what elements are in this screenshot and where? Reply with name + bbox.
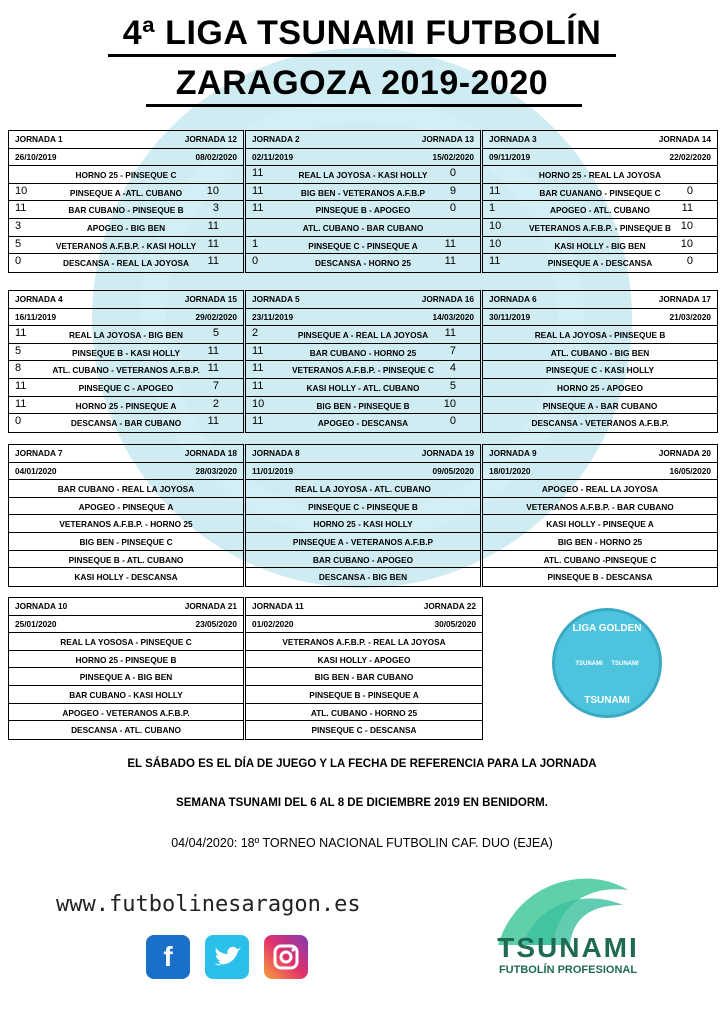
match-row bbox=[9, 686, 243, 704]
match-teams: ATL. CUBANO -PINSEQUE C bbox=[543, 554, 657, 565]
match-teams: APOGEO - REAL LA JOYOSA bbox=[541, 484, 659, 495]
match-row bbox=[246, 254, 480, 272]
match-teams: DESCANSA - HORNO 25 bbox=[314, 258, 412, 269]
match-teams: PINSEQUE B - APOGEO bbox=[315, 205, 411, 216]
round-card bbox=[245, 130, 481, 273]
score-away: 10 bbox=[443, 397, 456, 410]
round-label: JORNADA 6 bbox=[489, 294, 537, 304]
score-home: 5 bbox=[15, 237, 22, 250]
match-row bbox=[9, 361, 243, 379]
match-teams: BAR CUBANO - PINSEQUE B bbox=[68, 205, 184, 216]
round-dates bbox=[483, 309, 717, 327]
match-teams: PINSEQUE B - KASI HOLLY bbox=[71, 347, 181, 358]
match-teams: VETERANOS A.F.B.P. - REAL LA JOYOSA bbox=[282, 637, 446, 648]
match-teams: REAL LA JOYOSA - PINSEQUE B bbox=[534, 330, 666, 341]
score-home: 11 bbox=[15, 397, 27, 410]
match-row bbox=[9, 379, 243, 397]
match-row bbox=[483, 344, 717, 362]
twitter-icon[interactable] bbox=[205, 935, 249, 979]
match-row bbox=[9, 480, 243, 498]
note-saturday: EL SÁBADO ES EL DÍA DE JUEGO Y LA FECHA DE REFERENCIA PARA LA JORNADA bbox=[127, 758, 597, 770]
match-row bbox=[246, 397, 480, 415]
round-dates bbox=[483, 463, 717, 481]
match-teams: REAL LA JOYOSA - BIG BEN bbox=[68, 330, 184, 341]
logo-golden-top-text: LIGA GOLDEN bbox=[572, 623, 642, 634]
match-teams: ATL. CUBANO - VETERANOS A.F.B.P. bbox=[52, 365, 200, 376]
title-underline-1 bbox=[108, 54, 616, 57]
round-date-first: 26/10/2019 bbox=[15, 151, 57, 162]
round-header bbox=[246, 291, 480, 309]
round-date-first: 16/11/2019 bbox=[15, 311, 57, 322]
match-row bbox=[483, 414, 717, 432]
match-row bbox=[9, 668, 243, 686]
score-away: 11 bbox=[207, 237, 219, 250]
match-row bbox=[483, 551, 717, 569]
round-card bbox=[245, 597, 483, 740]
round-dates bbox=[246, 616, 482, 634]
match-row bbox=[9, 533, 243, 551]
score-away: 10 bbox=[680, 237, 693, 250]
title-line-2: ZARAGOZA 2019-2020 bbox=[175, 64, 549, 102]
round-return-label: JORNADA 21 bbox=[184, 601, 237, 611]
round-date-second: 22/02/2020 bbox=[669, 151, 711, 162]
match-teams: KASI HOLLY - APOGEO bbox=[317, 654, 411, 665]
match-row bbox=[246, 551, 480, 569]
round-return-label: JORNADA 22 bbox=[423, 601, 476, 611]
match-teams: DESCANSA - VETERANOS A.F.B.P. bbox=[531, 418, 669, 429]
tsunami-logo-name: TSUNAMI bbox=[497, 932, 639, 963]
round-date-first: 02/11/2019 bbox=[252, 151, 294, 162]
score-home: 0 bbox=[15, 255, 22, 268]
score-away: 11 bbox=[207, 344, 219, 357]
round-dates bbox=[9, 463, 243, 481]
round-card bbox=[245, 290, 481, 433]
round-date-second: 15/02/2020 bbox=[432, 151, 474, 162]
round-dates bbox=[246, 149, 480, 167]
match-row bbox=[9, 414, 243, 432]
round-label: JORNADA 9 bbox=[489, 448, 537, 458]
score-home: 5 bbox=[15, 344, 22, 357]
score-home: 11 bbox=[15, 202, 27, 215]
round-date-second: 14/03/2020 bbox=[432, 311, 474, 322]
score-home: 0 bbox=[252, 255, 259, 268]
round-date-second: 08/02/2020 bbox=[195, 151, 237, 162]
round-date-second: 30/05/2020 bbox=[434, 618, 476, 629]
score-away: 11 bbox=[207, 255, 219, 268]
match-row bbox=[246, 219, 480, 237]
match-teams: VETERANOS A.F.B.P. - PINSEQUE B bbox=[529, 222, 671, 233]
tsunami-logo-sub: FUTBOLÍN PROFESIONAL bbox=[498, 964, 638, 976]
match-row bbox=[9, 568, 243, 586]
round-return-label: JORNADA 12 bbox=[184, 134, 237, 144]
round-date-second: 21/03/2020 bbox=[669, 311, 711, 322]
match-row bbox=[246, 184, 480, 202]
round-card bbox=[482, 290, 718, 433]
match-teams: HORNO 25 - APOGEO bbox=[557, 382, 643, 393]
score-home: 11 bbox=[252, 362, 264, 375]
round-card bbox=[245, 444, 481, 587]
match-row bbox=[246, 721, 482, 739]
match-row bbox=[483, 361, 717, 379]
score-home: 11 bbox=[15, 327, 27, 340]
score-home: 11 bbox=[252, 344, 264, 357]
match-teams: PINSEQUE A - BIG BEN bbox=[79, 672, 173, 683]
score-home: 11 bbox=[252, 379, 264, 392]
match-row bbox=[246, 326, 480, 344]
score-home: 11 bbox=[15, 379, 27, 392]
title-line-1: 4ª LIGA TSUNAMI FUTBOLÍN bbox=[122, 14, 602, 52]
logo-golden-bottom-text: TSUNAMI bbox=[584, 695, 630, 706]
match-teams: BAR CUBANO - REAL LA JOYOSA bbox=[57, 484, 195, 495]
match-teams: VETERANOS A.F.B.P. - HORNO 25 bbox=[59, 519, 193, 530]
match-row bbox=[9, 721, 243, 739]
match-row bbox=[246, 668, 482, 686]
score-home: 11 bbox=[489, 255, 501, 268]
score-home: 0 bbox=[15, 415, 22, 428]
score-home: 10 bbox=[252, 397, 265, 410]
score-away: 0 bbox=[449, 167, 456, 180]
match-row bbox=[246, 686, 482, 704]
round-header bbox=[9, 291, 243, 309]
score-home: 3 bbox=[15, 219, 22, 232]
match-teams: HORNO 25 - KASI HOLLY bbox=[313, 519, 413, 530]
score-home: 10 bbox=[489, 237, 502, 250]
match-teams: HORNO 25 - PINSEQUE A bbox=[75, 400, 177, 411]
score-home: 2 bbox=[252, 327, 259, 340]
match-row bbox=[246, 379, 480, 397]
round-header bbox=[9, 131, 243, 149]
round-label: JORNADA 3 bbox=[489, 134, 537, 144]
match-teams: REAL LA JOYOSA - ATL. CUBANO bbox=[295, 484, 431, 495]
round-card bbox=[8, 290, 244, 433]
liga-golden-logo bbox=[552, 608, 662, 718]
score-away: 7 bbox=[212, 379, 219, 392]
round-date-first: 25/01/2020 bbox=[15, 618, 57, 629]
match-teams: VETERANOS A.F.B.P. - BAR CUBANO bbox=[526, 501, 674, 512]
match-row bbox=[9, 166, 243, 184]
tsunami-logo bbox=[478, 860, 658, 1010]
round-label: JORNADA 11 bbox=[252, 601, 304, 611]
match-row bbox=[483, 184, 717, 202]
score-away: 11 bbox=[444, 255, 456, 268]
round-card bbox=[8, 597, 244, 740]
round-dates bbox=[9, 149, 243, 167]
round-date-first: 23/11/2019 bbox=[252, 311, 294, 322]
match-row bbox=[9, 704, 243, 722]
round-return-label: JORNADA 16 bbox=[421, 294, 474, 304]
round-header bbox=[483, 445, 717, 463]
score-away: 10 bbox=[206, 184, 219, 197]
match-row bbox=[246, 480, 480, 498]
match-teams: PINSEQUE A -ATL. CUBANO bbox=[69, 187, 183, 198]
match-teams: PINSEQUE C - PINSEQUE A bbox=[308, 240, 418, 251]
match-teams: HORNO 25 - REAL LA JOYOSA bbox=[538, 170, 662, 181]
match-teams: KASI HOLLY - BIG BEN bbox=[554, 240, 646, 251]
match-teams: PINSEQUE C - APOGEO bbox=[78, 382, 174, 393]
match-teams: ATL. CUBANO - HORNO 25 bbox=[310, 707, 418, 718]
match-teams: BAR CUBANO - KASI HOLLY bbox=[69, 689, 183, 700]
match-teams: APOGEO - ATL. CUBANO bbox=[549, 205, 651, 216]
match-teams: PINSEQUE C - PINSEQUE B bbox=[308, 501, 418, 512]
facebook-icon[interactable]: f bbox=[146, 935, 190, 979]
website-link[interactable]: www.futbolinesaragon.es bbox=[56, 892, 361, 917]
match-row bbox=[246, 201, 480, 219]
match-row bbox=[246, 633, 482, 651]
round-return-label: JORNADA 19 bbox=[421, 448, 474, 458]
match-teams: PINSEQUE A - DESCANSA bbox=[547, 258, 653, 269]
match-row bbox=[483, 254, 717, 272]
score-away: 11 bbox=[207, 415, 219, 428]
match-teams: APOGEO - PINSEQUE A bbox=[78, 501, 174, 512]
match-teams: BAR CUANANO - PINSEQUE C bbox=[539, 187, 661, 198]
round-return-label: JORNADA 15 bbox=[184, 294, 237, 304]
note-torneo: 04/04/2020: 18º TORNEO NACIONAL FUTBOLIN CAF. DUO (EJEA) bbox=[171, 836, 553, 850]
match-teams: KASI HOLLY - PINSEQUE A bbox=[546, 519, 654, 530]
score-away: 11 bbox=[681, 202, 693, 215]
round-date-second: 29/02/2020 bbox=[195, 311, 237, 322]
round-header bbox=[9, 598, 243, 616]
match-row bbox=[9, 551, 243, 569]
score-away: 0 bbox=[686, 255, 693, 268]
score-away: 11 bbox=[207, 362, 219, 375]
round-return-label: JORNADA 14 bbox=[658, 134, 711, 144]
round-label: JORNADA 7 bbox=[15, 448, 63, 458]
score-away: 11 bbox=[207, 219, 219, 232]
round-label: JORNADA 1 bbox=[15, 134, 63, 144]
match-row bbox=[9, 326, 243, 344]
match-teams: BIG BEN - HORNO 25 bbox=[557, 536, 643, 547]
round-header bbox=[9, 445, 243, 463]
match-row bbox=[246, 166, 480, 184]
match-teams: REAL LA JOYOSA - KASI HOLLY bbox=[298, 170, 428, 181]
match-teams: DESCANSA - BIG BEN bbox=[318, 572, 408, 583]
round-header bbox=[246, 131, 480, 149]
round-label: JORNADA 4 bbox=[15, 294, 63, 304]
score-home: 8 bbox=[15, 362, 22, 375]
score-away: 9 bbox=[449, 184, 456, 197]
round-card bbox=[8, 444, 244, 587]
match-teams: BIG BEN - PINSEQUE B bbox=[316, 400, 410, 411]
round-header bbox=[483, 131, 717, 149]
note-semana: SEMANA TSUNAMI DEL 6 AL 8 DE DICIEMBRE 2019 EN BENIDORM. bbox=[176, 797, 548, 809]
match-row bbox=[483, 498, 717, 516]
title-underline-2 bbox=[146, 104, 582, 107]
match-row bbox=[483, 379, 717, 397]
match-teams: HORNO 25 - PINSEQUE B bbox=[75, 654, 177, 665]
match-teams: BIG BEN - VETERANOS A.F.B.P bbox=[300, 187, 426, 198]
match-teams: PINSEQUE C - DESCANSA bbox=[311, 725, 417, 736]
round-label: JORNADA 8 bbox=[252, 448, 300, 458]
match-row bbox=[246, 568, 480, 586]
match-row bbox=[246, 704, 482, 722]
round-label: JORNADA 2 bbox=[252, 134, 300, 144]
round-date-first: 01/02/2020 bbox=[252, 618, 294, 629]
score-away: 7 bbox=[449, 344, 456, 357]
match-row bbox=[483, 397, 717, 415]
round-date-first: 30/11/2019 bbox=[489, 311, 531, 322]
match-teams: KASI HOLLY - ATL. CUBANO bbox=[306, 382, 420, 393]
round-card bbox=[8, 130, 244, 273]
match-row bbox=[483, 515, 717, 533]
match-row bbox=[483, 237, 717, 255]
match-row bbox=[9, 633, 243, 651]
match-row bbox=[246, 344, 480, 362]
round-date-first: 11/01/2019 bbox=[252, 465, 294, 476]
match-teams: APOGEO - DESCANSA bbox=[317, 418, 409, 429]
match-teams: APOGEO - BIG BEN bbox=[86, 222, 166, 233]
match-teams: ATL. CUBANO - BAR CUBANO bbox=[302, 222, 424, 233]
score-home: 11 bbox=[252, 167, 264, 180]
match-teams: PINSEQUE A - BAR CUBANO bbox=[542, 400, 658, 411]
match-row bbox=[483, 166, 717, 184]
score-away: 0 bbox=[449, 202, 456, 215]
match-row bbox=[483, 533, 717, 551]
score-home: 10 bbox=[489, 219, 502, 232]
round-date-second: 28/03/2020 bbox=[195, 465, 237, 476]
logo-golden-small-1: TSUNAMI bbox=[575, 661, 603, 667]
match-row bbox=[9, 237, 243, 255]
match-row bbox=[9, 201, 243, 219]
match-teams: PINSEQUE C - KASI HOLLY bbox=[545, 365, 655, 376]
score-away: 2 bbox=[212, 397, 219, 410]
round-header bbox=[483, 291, 717, 309]
round-dates bbox=[246, 309, 480, 327]
score-away: 0 bbox=[449, 415, 456, 428]
score-home: 1 bbox=[252, 237, 259, 250]
score-away: 3 bbox=[212, 202, 219, 215]
score-home: 10 bbox=[15, 184, 28, 197]
match-teams: PINSEQUE B - PINSEQUE A bbox=[309, 689, 419, 700]
match-row bbox=[483, 568, 717, 586]
round-date-second: 16/05/2020 bbox=[669, 465, 711, 476]
match-teams: DESCANSA - ATL. CUBANO bbox=[71, 725, 181, 736]
logo-golden-small-2: TSUNAMI bbox=[611, 661, 639, 667]
score-home: 11 bbox=[489, 184, 501, 197]
match-row bbox=[246, 361, 480, 379]
match-row bbox=[483, 326, 717, 344]
match-teams: BAR CUBANO - HORNO 25 bbox=[309, 347, 417, 358]
round-header bbox=[246, 445, 480, 463]
match-row bbox=[9, 184, 243, 202]
match-row bbox=[9, 397, 243, 415]
score-home: 11 bbox=[252, 202, 264, 215]
round-return-label: JORNADA 17 bbox=[658, 294, 711, 304]
match-row bbox=[9, 651, 243, 669]
match-teams: PINSEQUE B - DESCANSA bbox=[547, 572, 653, 583]
round-dates bbox=[9, 309, 243, 327]
round-card bbox=[482, 130, 718, 273]
match-row bbox=[9, 515, 243, 533]
match-teams: ATL. CUBANO - BIG BEN bbox=[550, 347, 650, 358]
match-teams: PINSEQUE B - ATL. CUBANO bbox=[68, 554, 184, 565]
match-row bbox=[246, 498, 480, 516]
round-date-first: 04/01/2020 bbox=[15, 465, 57, 476]
match-row bbox=[483, 480, 717, 498]
match-row bbox=[246, 237, 480, 255]
match-teams: VETERANOS A.F.B.P. - KASI HOLLY bbox=[55, 240, 197, 251]
match-row bbox=[246, 651, 482, 669]
match-teams: BIG BEN - PINSEQUE C bbox=[79, 536, 173, 547]
match-teams: DESCANSA - BAR CUBANO bbox=[70, 418, 182, 429]
round-dates bbox=[246, 463, 480, 481]
match-row bbox=[9, 219, 243, 237]
match-teams: BAR CUBANO - APOGEO bbox=[312, 554, 414, 565]
score-away: 0 bbox=[686, 184, 693, 197]
score-away: 5 bbox=[212, 327, 219, 340]
match-teams: PINSEQUE A - VETERANOS A.F.B.P bbox=[292, 536, 434, 547]
match-teams: DESCANSA - REAL LA JOYOSA bbox=[62, 258, 189, 269]
score-away: 11 bbox=[444, 327, 456, 340]
round-date-second: 09/05/2020 bbox=[432, 465, 474, 476]
score-away: 5 bbox=[449, 379, 456, 392]
match-row bbox=[483, 201, 717, 219]
match-row bbox=[246, 533, 480, 551]
instagram-icon[interactable] bbox=[264, 935, 308, 979]
match-teams: HORNO 25 - PINSEQUE C bbox=[75, 170, 177, 181]
score-home: 11 bbox=[252, 184, 264, 197]
round-label: JORNADA 5 bbox=[252, 294, 300, 304]
match-teams: PINSEQUE A - REAL LA JOYOSA bbox=[297, 330, 429, 341]
score-away: 10 bbox=[680, 219, 693, 232]
round-dates bbox=[483, 149, 717, 167]
score-away: 11 bbox=[444, 237, 456, 250]
round-header bbox=[246, 598, 482, 616]
round-dates bbox=[9, 616, 243, 634]
score-home: 1 bbox=[489, 202, 496, 215]
round-return-label: JORNADA 18 bbox=[184, 448, 237, 458]
match-row bbox=[9, 498, 243, 516]
round-date-first: 09/11/2019 bbox=[489, 151, 531, 162]
match-teams: REAL LA YOSOSA - PINSEQUE C bbox=[60, 637, 192, 648]
match-teams: KASI HOLLY - DESCANSA bbox=[74, 572, 178, 583]
round-card bbox=[482, 444, 718, 587]
match-row bbox=[483, 219, 717, 237]
match-row bbox=[9, 344, 243, 362]
match-teams: VETERANOS A.F.B.P. - PINSEQUE C bbox=[292, 365, 434, 376]
match-teams: BIG BEN - BAR CUBANO bbox=[314, 672, 414, 683]
score-home: 11 bbox=[252, 415, 264, 428]
round-return-label: JORNADA 13 bbox=[421, 134, 474, 144]
match-row bbox=[246, 515, 480, 533]
match-row bbox=[246, 414, 480, 432]
round-date-first: 18/01/2020 bbox=[489, 465, 531, 476]
score-away: 4 bbox=[449, 362, 456, 375]
match-teams: APOGEO - VETERANOS A.F.B.P. bbox=[62, 707, 190, 718]
match-row bbox=[9, 254, 243, 272]
round-return-label: JORNADA 20 bbox=[658, 448, 711, 458]
round-date-second: 23/05/2020 bbox=[195, 618, 237, 629]
round-label: JORNADA 10 bbox=[15, 601, 68, 611]
